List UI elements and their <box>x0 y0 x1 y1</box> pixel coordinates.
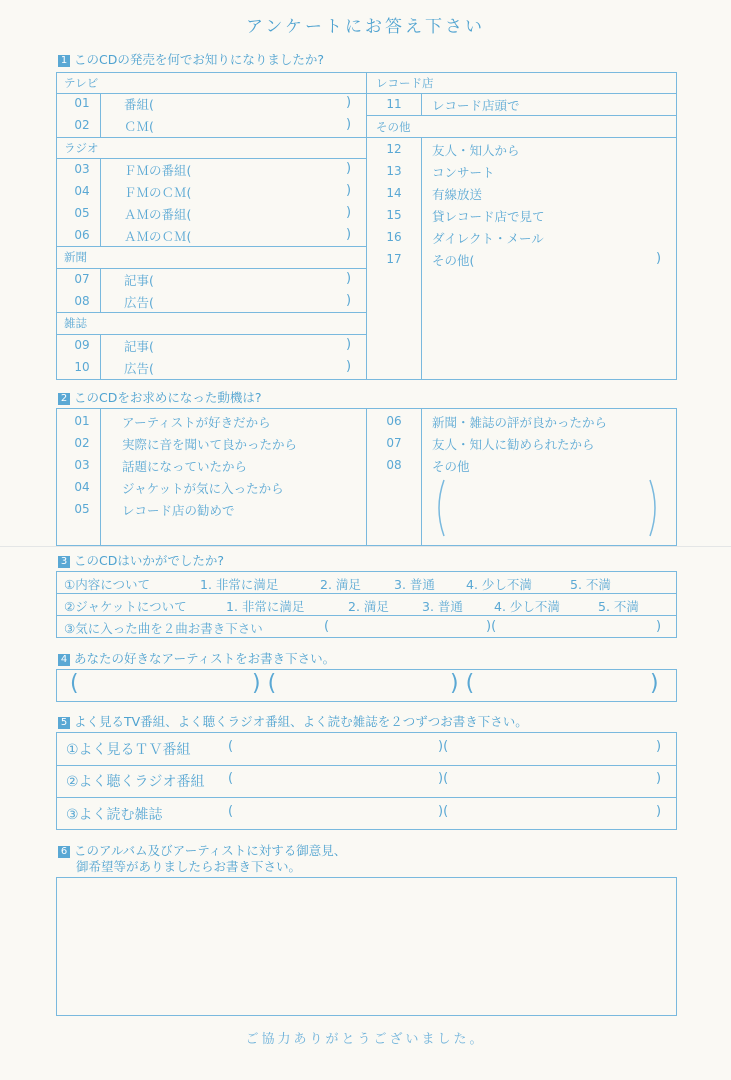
q2-other-parentheses <box>432 478 662 538</box>
q6-question-line1: このアルバム及びアーティストに対する御意見、 <box>74 843 347 858</box>
close-paren: ) <box>650 671 659 696</box>
option-label: ジャケットが気に入ったから <box>122 481 284 496</box>
option-label: ＣＭ( <box>124 119 154 134</box>
option-number: 02 <box>74 436 90 450</box>
close-paren: ) <box>656 804 662 819</box>
q3-number: 3 <box>58 556 70 568</box>
q5-question: よく見るTV番組、よく聴くラジオ番組、よく読む雑誌を２つずつお書き下さい。 <box>74 714 528 729</box>
q1-row-line <box>56 93 677 94</box>
q4-question: あなたの好きなアーティストをお書き下さい。 <box>74 651 336 666</box>
paren-pair: ) ( <box>450 671 475 696</box>
close-paren: ) <box>346 205 352 220</box>
q1-row-line <box>56 158 366 159</box>
q3-row-line <box>56 593 677 594</box>
q3-content-label: ①内容について <box>64 577 150 592</box>
option-label: 記事( <box>124 339 154 354</box>
q1-num-divider <box>421 137 422 380</box>
open-paren: ( <box>228 804 234 819</box>
q3-heading <box>58 551 224 569</box>
option-number: 13 <box>386 164 402 178</box>
option-number: 10 <box>74 360 90 374</box>
category-magazine: 雑誌 <box>64 316 87 330</box>
q5-tv-label: ①よく見るＴＶ番組 <box>66 742 191 758</box>
option-label: ＦＭの番組( <box>124 163 192 178</box>
paren-pair: )( <box>438 804 449 819</box>
close-paren: ) <box>346 359 352 374</box>
option-number: 06 <box>386 414 402 428</box>
q1-num-divider <box>421 93 422 115</box>
q6-number: 6 <box>58 846 70 858</box>
option-label: 有線放送 <box>432 187 483 202</box>
option-number: 17 <box>386 252 402 266</box>
option-label: 実際に音を聞いて良かったから <box>122 437 298 452</box>
close-paren: ) <box>656 739 662 754</box>
q1-row-line <box>56 137 366 138</box>
q3-favorite-songs-label: ③気に入った曲を２曲お書き下さい <box>64 621 263 636</box>
rating-option: 5. 不満 <box>598 599 639 614</box>
open-paren: ( <box>324 619 330 634</box>
q5-radio-label: ②よく聴くラジオ番組 <box>66 774 205 790</box>
option-number: 02 <box>74 118 90 132</box>
category-newspaper: 新聞 <box>64 250 87 264</box>
option-number: 11 <box>386 97 402 111</box>
option-number: 04 <box>74 184 90 198</box>
rating-option: 1. 非常に満足 <box>200 577 279 592</box>
q3-jacket-label: ②ジャケットについて <box>64 599 187 614</box>
option-label: その他( <box>432 253 475 268</box>
option-label: 友人・知人に勧められたから <box>432 437 595 452</box>
q4-heading <box>58 649 335 667</box>
fold-line <box>0 546 731 547</box>
option-number: 16 <box>386 230 402 244</box>
option-number: 01 <box>74 96 90 110</box>
q2-num-divider <box>100 408 101 546</box>
q2-center-divider <box>366 408 367 546</box>
rating-option: 2. 満足 <box>320 577 361 592</box>
option-label: ＦＭのＣＭ( <box>124 185 192 200</box>
close-paren: ) <box>346 293 352 308</box>
category-tv: テレビ <box>64 76 99 90</box>
q3-row-line <box>56 615 677 616</box>
rating-option: 2. 満足 <box>348 599 389 614</box>
q1-row-line <box>56 312 366 313</box>
option-label: 番組( <box>124 97 154 112</box>
q5-number: 5 <box>58 717 70 729</box>
close-paren: ) <box>346 337 352 352</box>
open-paren: ( <box>228 771 234 786</box>
close-paren: ) <box>346 227 352 242</box>
option-number: 09 <box>74 338 90 352</box>
option-number: 04 <box>74 480 90 494</box>
q4-number: 4 <box>58 654 70 666</box>
rating-option: 4. 少し不満 <box>494 599 560 614</box>
category-record-store: レコード店 <box>376 76 434 90</box>
open-paren: ( <box>70 671 79 696</box>
category-other: その他 <box>376 120 411 134</box>
option-label: 広告( <box>124 295 154 310</box>
paren-pair: )( <box>438 771 449 786</box>
q5-row-line <box>56 797 677 798</box>
option-number: 07 <box>386 436 402 450</box>
rating-option: 4. 少し不満 <box>466 577 532 592</box>
option-label: 貸レコード店で見て <box>432 209 545 224</box>
q1-row-line <box>56 268 366 269</box>
option-label: ダイレクト・メール <box>432 231 544 246</box>
q1-number: 1 <box>58 55 70 67</box>
close-paren: ) <box>346 95 352 110</box>
option-label: アーティストが好きだから <box>122 415 271 430</box>
option-number: 03 <box>74 458 90 472</box>
close-paren: ) <box>346 161 352 176</box>
q2-number: 2 <box>58 393 70 405</box>
q3-question: このCDはいかがでしたか? <box>74 553 224 568</box>
close-paren: ) <box>346 183 352 198</box>
rating-option: 1. 非常に満足 <box>226 599 305 614</box>
q1-row-line <box>366 137 677 138</box>
q1-question: このCDの発売を何でお知りになりましたか? <box>74 52 324 67</box>
rating-option: 3. 普通 <box>394 577 435 592</box>
page-title: アンケートにお答え下さい <box>246 17 485 37</box>
option-label: その他 <box>432 459 470 474</box>
option-number: 12 <box>386 142 402 156</box>
close-paren: ) <box>346 271 352 286</box>
option-label: 話題になっていたから <box>122 459 248 474</box>
q6-comment-box[interactable] <box>56 877 677 1016</box>
option-label: 新聞・雑誌の評が良かったから <box>432 415 608 430</box>
option-label: 広告( <box>124 361 154 376</box>
option-number: 01 <box>74 414 90 428</box>
option-label: ＡＭのＣＭ( <box>124 229 192 244</box>
q2-question: このCDをお求めになった動機は? <box>74 390 262 405</box>
q4-answer-box[interactable] <box>56 669 677 702</box>
q5-magazine-label: ③よく読む雑誌 <box>66 807 163 823</box>
close-paren: ) <box>656 619 662 634</box>
paren-pair: )( <box>438 739 449 754</box>
q1-row-line <box>56 334 366 335</box>
q1-row-line <box>56 246 366 247</box>
q2-heading <box>58 388 262 406</box>
option-label: 友人・知人から <box>432 143 520 158</box>
close-paren: ) <box>346 117 352 132</box>
option-label: コンサート <box>432 165 495 180</box>
q5-heading <box>58 712 528 730</box>
option-number: 14 <box>386 186 402 200</box>
option-number: 08 <box>386 458 402 472</box>
close-paren: ) <box>656 771 662 786</box>
q5-row-line <box>56 765 677 766</box>
q1-heading <box>58 50 324 68</box>
option-number: 07 <box>74 272 90 286</box>
option-number: 06 <box>74 228 90 242</box>
option-number: 08 <box>74 294 90 308</box>
option-label: ＡＭの番組( <box>124 207 192 222</box>
paren-pair: )( <box>486 619 497 634</box>
paren-pair: ) ( <box>252 671 277 696</box>
option-label: レコード店頭で <box>432 98 520 113</box>
open-paren: ( <box>228 739 234 754</box>
q1-center-divider <box>366 72 367 380</box>
close-paren: ) <box>656 251 662 266</box>
option-label: 記事( <box>124 273 154 288</box>
q1-row-line <box>366 115 677 116</box>
q2-num-divider <box>421 408 422 546</box>
option-number: 05 <box>74 206 90 220</box>
q6-question-line2: 御希望等がありましたらお書き下さい。 <box>76 859 302 874</box>
rating-option: 5. 不満 <box>570 577 611 592</box>
option-number: 15 <box>386 208 402 222</box>
rating-option: 3. 普通 <box>422 599 463 614</box>
option-label: レコード店の勧めで <box>122 503 235 518</box>
option-number: 03 <box>74 162 90 176</box>
category-radio: ラジオ <box>64 141 99 155</box>
option-number: 05 <box>74 502 90 516</box>
footer-thanks: ご協力ありがとうございました。 <box>245 1032 486 1047</box>
